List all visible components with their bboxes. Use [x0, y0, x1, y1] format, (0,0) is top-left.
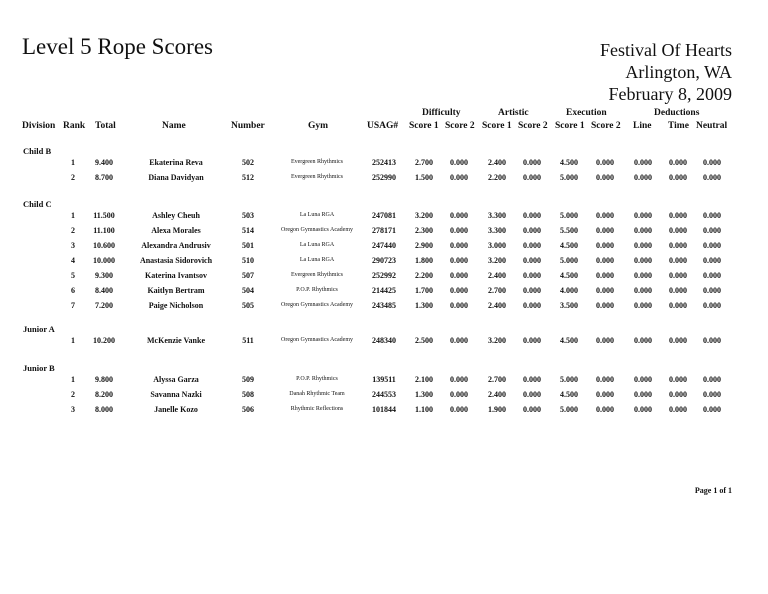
cell-total: 10.000 — [93, 256, 115, 265]
cell-difficulty-score1: 2.900 — [415, 241, 433, 250]
division-label: Child B — [23, 146, 52, 156]
cell-artistic-score2: 0.000 — [523, 301, 541, 310]
col-header-line: Line — [633, 121, 652, 131]
cell-name: Alexandra Andrusiv — [141, 241, 211, 250]
cell-difficulty-score1: 1.300 — [415, 390, 433, 399]
table-row — [0, 256, 768, 270]
cell-line-deduction: 0.000 — [634, 256, 652, 265]
cell-time-deduction: 0.000 — [669, 226, 687, 235]
cell-artistic-score2: 0.000 — [523, 256, 541, 265]
cell-total: 11.500 — [93, 211, 115, 220]
cell-total: 9.800 — [95, 375, 113, 384]
table-row — [0, 173, 768, 187]
cell-neutral-deduction: 0.000 — [703, 226, 721, 235]
cell-time-deduction: 0.000 — [669, 256, 687, 265]
cell-difficulty-score2: 0.000 — [450, 390, 468, 399]
cell-execution-score2: 0.000 — [596, 173, 614, 182]
cell-artistic-score1: 2.400 — [488, 301, 506, 310]
col-header-neutral: Neutral — [696, 121, 728, 131]
cell-rank: 4 — [71, 256, 75, 265]
cell-execution-score2: 0.000 — [596, 271, 614, 280]
cell-artistic-score1: 2.200 — [488, 173, 506, 182]
col-header-time: Time — [668, 121, 689, 131]
cell-difficulty-score2: 0.000 — [450, 286, 468, 295]
cell-rank: 2 — [71, 226, 75, 235]
cell-number: 506 — [242, 405, 254, 414]
cell-usag: 252413 — [372, 158, 396, 167]
table-row — [0, 301, 768, 315]
cell-name: Ekaterina Reva — [149, 158, 203, 167]
col-header-name: Name — [162, 121, 186, 131]
cell-total: 9.400 — [95, 158, 113, 167]
cell-number: 514 — [242, 226, 254, 235]
cell-line-deduction: 0.000 — [634, 375, 652, 384]
cell-neutral-deduction: 0.000 — [703, 405, 721, 414]
cell-artistic-score1: 2.700 — [488, 375, 506, 384]
cell-time-deduction: 0.000 — [669, 301, 687, 310]
cell-rank: 1 — [71, 211, 75, 220]
cell-line-deduction: 0.000 — [634, 158, 652, 167]
cell-number: 503 — [242, 211, 254, 220]
cell-time-deduction: 0.000 — [669, 271, 687, 280]
cell-usag: 214425 — [372, 286, 396, 295]
cell-name: Ashley Cheuh — [152, 211, 200, 220]
cell-neutral-deduction: 0.000 — [703, 211, 721, 220]
cell-artistic-score1: 2.400 — [488, 271, 506, 280]
cell-gym: P.O.P. Rhythmics — [296, 287, 338, 293]
cell-execution-score1: 4.500 — [560, 158, 578, 167]
col-header-division: Division — [22, 121, 56, 131]
cell-rank: 2 — [71, 390, 75, 399]
cell-line-deduction: 0.000 — [634, 390, 652, 399]
cell-usag: 244553 — [372, 390, 396, 399]
cell-artistic-score2: 0.000 — [523, 211, 541, 220]
division-label: Child C — [23, 199, 52, 209]
cell-rank: 3 — [71, 241, 75, 250]
table-row — [0, 336, 768, 350]
cell-execution-score1: 3.500 — [560, 301, 578, 310]
cell-name: Diana Davidyan — [148, 173, 204, 182]
cell-execution-score2: 0.000 — [596, 226, 614, 235]
cell-name: Katerina Ivantsov — [145, 271, 207, 280]
cell-artistic-score1: 3.200 — [488, 336, 506, 345]
cell-execution-score2: 0.000 — [596, 390, 614, 399]
division-label: Junior A — [23, 324, 55, 334]
cell-difficulty-score1: 2.500 — [415, 336, 433, 345]
table-row — [0, 405, 768, 419]
division-label: Junior B — [23, 363, 55, 373]
cell-artistic-score1: 3.000 — [488, 241, 506, 250]
cell-neutral-deduction: 0.000 — [703, 375, 721, 384]
cell-execution-score2: 0.000 — [596, 286, 614, 295]
cell-name: Savanna Nazki — [150, 390, 202, 399]
col-header-total: Total — [95, 121, 116, 131]
cell-total: 11.100 — [93, 226, 115, 235]
cell-gym: P.O.P. Rhythmics — [296, 376, 338, 382]
cell-line-deduction: 0.000 — [634, 286, 652, 295]
cell-usag: 248340 — [372, 336, 396, 345]
cell-total: 9.300 — [95, 271, 113, 280]
cell-neutral-deduction: 0.000 — [703, 301, 721, 310]
cell-name: Anastasia Sidorovich — [139, 256, 213, 265]
cell-artistic-score2: 0.000 — [523, 336, 541, 345]
cell-difficulty-score2: 0.000 — [450, 271, 468, 280]
cell-time-deduction: 0.000 — [669, 405, 687, 414]
cell-usag: 243485 — [372, 301, 396, 310]
cell-usag: 247440 — [372, 241, 396, 250]
cell-difficulty-score1: 2.100 — [415, 375, 433, 384]
cell-number: 510 — [242, 256, 254, 265]
group-header-difficulty: Difficulty — [422, 108, 461, 118]
event-name: Festival Of Hearts — [600, 40, 732, 60]
cell-name: Kaitlyn Bertram — [147, 286, 205, 295]
cell-usag: 290723 — [372, 256, 396, 265]
cell-line-deduction: 0.000 — [634, 241, 652, 250]
cell-number: 507 — [242, 271, 254, 280]
cell-rank: 5 — [71, 271, 75, 280]
cell-difficulty-score2: 0.000 — [450, 241, 468, 250]
cell-gym: Rhythmic Reflections — [290, 406, 344, 412]
cell-total: 10.200 — [93, 336, 115, 345]
cell-usag: 247081 — [372, 211, 396, 220]
event-location: Arlington, WA — [625, 62, 732, 82]
cell-execution-score2: 0.000 — [596, 375, 614, 384]
cell-execution-score2: 0.000 — [596, 256, 614, 265]
cell-artistic-score1: 3.300 — [488, 211, 506, 220]
cell-gym: Evergreen Rhythmics — [290, 174, 344, 180]
cell-number: 511 — [242, 336, 254, 345]
cell-gym: La Luna RGA — [299, 242, 335, 248]
cell-difficulty-score2: 0.000 — [450, 226, 468, 235]
cell-gym: La Luna RGA — [299, 212, 335, 218]
cell-execution-score2: 0.000 — [596, 241, 614, 250]
report-title: Level 5 Rope Scores — [22, 34, 213, 59]
cell-time-deduction: 0.000 — [669, 173, 687, 182]
table-row — [0, 390, 768, 404]
cell-line-deduction: 0.000 — [634, 173, 652, 182]
cell-artistic-score1: 2.400 — [488, 158, 506, 167]
cell-gym: Oregon Gymnastics Academy — [281, 302, 353, 308]
cell-rank: 2 — [71, 173, 75, 182]
cell-artistic-score2: 0.000 — [523, 390, 541, 399]
cell-execution-score1: 5.000 — [560, 173, 578, 182]
cell-name: McKenzie Vanke — [147, 336, 205, 345]
group-header-artistic: Artistic — [498, 108, 529, 118]
cell-time-deduction: 0.000 — [669, 158, 687, 167]
cell-total: 10.600 — [93, 241, 115, 250]
event-date: February 8, 2009 — [608, 84, 732, 104]
table-row — [0, 241, 768, 255]
cell-execution-score1: 4.500 — [560, 271, 578, 280]
cell-execution-score2: 0.000 — [596, 211, 614, 220]
cell-gym: La Luna RGA — [299, 257, 335, 263]
cell-execution-score1: 4.500 — [560, 241, 578, 250]
cell-number: 508 — [242, 390, 254, 399]
cell-difficulty-score2: 0.000 — [450, 158, 468, 167]
cell-difficulty-score1: 1.300 — [415, 301, 433, 310]
table-row — [0, 375, 768, 389]
cell-execution-score1: 5.000 — [560, 405, 578, 414]
cell-number: 501 — [242, 241, 254, 250]
cell-name: Alexa Morales — [151, 226, 201, 235]
cell-difficulty-score1: 3.200 — [415, 211, 433, 220]
cell-difficulty-score2: 0.000 — [450, 256, 468, 265]
cell-artistic-score2: 0.000 — [523, 405, 541, 414]
cell-execution-score2: 0.000 — [596, 336, 614, 345]
cell-usag: 278171 — [372, 226, 396, 235]
table-row — [0, 211, 768, 225]
cell-usag: 252992 — [372, 271, 396, 280]
cell-line-deduction: 0.000 — [634, 405, 652, 414]
cell-execution-score1: 5.000 — [560, 375, 578, 384]
col-header-execution-score2: Score 2 — [591, 121, 621, 131]
cell-execution-score1: 4.500 — [560, 390, 578, 399]
cell-rank: 1 — [71, 158, 75, 167]
cell-difficulty-score1: 2.200 — [415, 271, 433, 280]
cell-gym: Oregon Gymnastics Academy — [281, 227, 353, 233]
cell-number: 502 — [242, 158, 254, 167]
cell-difficulty-score2: 0.000 — [450, 211, 468, 220]
cell-difficulty-score2: 0.000 — [450, 405, 468, 414]
cell-artistic-score1: 2.400 — [488, 390, 506, 399]
cell-usag: 101844 — [372, 405, 396, 414]
group-header-execution: Execution — [566, 108, 607, 118]
cell-line-deduction: 0.000 — [634, 301, 652, 310]
cell-artistic-score1: 3.300 — [488, 226, 506, 235]
col-header-number: Number — [231, 121, 265, 131]
cell-neutral-deduction: 0.000 — [703, 256, 721, 265]
col-header-usag: USAG# — [367, 121, 399, 131]
cell-neutral-deduction: 0.000 — [703, 271, 721, 280]
cell-execution-score2: 0.000 — [596, 158, 614, 167]
cell-neutral-deduction: 0.000 — [703, 241, 721, 250]
cell-execution-score1: 4.000 — [560, 286, 578, 295]
col-header-artistic-score1: Score 1 — [482, 121, 512, 131]
cell-time-deduction: 0.000 — [669, 241, 687, 250]
cell-gym: Danah Rhythmic Team — [289, 391, 345, 397]
col-header-artistic-score2: Score 2 — [518, 121, 548, 131]
cell-difficulty-score1: 1.100 — [415, 405, 433, 414]
cell-difficulty-score1: 1.800 — [415, 256, 433, 265]
cell-total: 7.200 — [95, 301, 113, 310]
cell-difficulty-score1: 1.700 — [415, 286, 433, 295]
cell-line-deduction: 0.000 — [634, 336, 652, 345]
cell-rank: 1 — [71, 336, 75, 345]
cell-neutral-deduction: 0.000 — [703, 286, 721, 295]
cell-total: 8.200 — [95, 390, 113, 399]
col-header-rank: Rank — [63, 121, 86, 131]
cell-time-deduction: 0.000 — [669, 390, 687, 399]
col-header-execution-score1: Score 1 — [555, 121, 585, 131]
col-header-difficulty-score2: Score 2 — [445, 121, 475, 131]
cell-gym: Evergreen Rhythmics — [290, 159, 344, 165]
cell-gym: Evergreen Rhythmics — [290, 272, 344, 278]
cell-neutral-deduction: 0.000 — [703, 158, 721, 167]
cell-difficulty-score1: 2.300 — [415, 226, 433, 235]
cell-artistic-score2: 0.000 — [523, 241, 541, 250]
cell-execution-score2: 0.000 — [596, 405, 614, 414]
cell-total: 8.000 — [95, 405, 113, 414]
cell-difficulty-score2: 0.000 — [450, 301, 468, 310]
cell-artistic-score2: 0.000 — [523, 375, 541, 384]
cell-number: 504 — [242, 286, 254, 295]
cell-artistic-score1: 1.900 — [488, 405, 506, 414]
cell-artistic-score1: 2.700 — [488, 286, 506, 295]
cell-usag: 139511 — [372, 375, 396, 384]
cell-rank: 3 — [71, 405, 75, 414]
cell-difficulty-score1: 1.500 — [415, 173, 433, 182]
cell-time-deduction: 0.000 — [669, 336, 687, 345]
cell-neutral-deduction: 0.000 — [703, 336, 721, 345]
table-row — [0, 271, 768, 285]
cell-artistic-score2: 0.000 — [523, 158, 541, 167]
cell-number: 512 — [242, 173, 254, 182]
cell-artistic-score2: 0.000 — [523, 286, 541, 295]
table-row — [0, 286, 768, 300]
cell-difficulty-score2: 0.000 — [450, 375, 468, 384]
cell-difficulty-score2: 0.000 — [450, 336, 468, 345]
event-info — [600, 39, 732, 105]
cell-usag: 252990 — [372, 173, 396, 182]
cell-name: Alyssa Garza — [153, 375, 199, 384]
page-number: Page 1 of 1 — [694, 486, 732, 495]
cell-neutral-deduction: 0.000 — [703, 173, 721, 182]
cell-line-deduction: 0.000 — [634, 211, 652, 220]
cell-execution-score1: 4.500 — [560, 336, 578, 345]
col-header-difficulty-score1: Score 1 — [409, 121, 439, 131]
cell-execution-score1: 5.000 — [560, 211, 578, 220]
cell-rank: 6 — [71, 286, 75, 295]
cell-total: 8.700 — [95, 173, 113, 182]
cell-execution-score1: 5.000 — [560, 256, 578, 265]
table-row — [0, 158, 768, 172]
cell-number: 505 — [242, 301, 254, 310]
table-row — [0, 226, 768, 240]
cell-time-deduction: 0.000 — [669, 211, 687, 220]
cell-rank: 7 — [71, 301, 75, 310]
cell-name: Janelle Kozo — [154, 405, 198, 414]
cell-line-deduction: 0.000 — [634, 226, 652, 235]
cell-neutral-deduction: 0.000 — [703, 390, 721, 399]
cell-execution-score1: 5.500 — [560, 226, 578, 235]
cell-gym: Oregon Gymnastics Academy — [281, 337, 353, 343]
cell-time-deduction: 0.000 — [669, 286, 687, 295]
cell-number: 509 — [242, 375, 254, 384]
cell-rank: 1 — [71, 375, 75, 384]
cell-time-deduction: 0.000 — [669, 375, 687, 384]
col-header-gym: Gym — [308, 121, 329, 131]
cell-artistic-score2: 0.000 — [523, 226, 541, 235]
cell-artistic-score2: 0.000 — [523, 271, 541, 280]
cell-artistic-score1: 3.200 — [488, 256, 506, 265]
cell-line-deduction: 0.000 — [634, 271, 652, 280]
cell-name: Paige Nicholson — [148, 301, 204, 310]
cell-artistic-score2: 0.000 — [523, 173, 541, 182]
cell-difficulty-score2: 0.000 — [450, 173, 468, 182]
group-header-deductions: Deductions — [654, 108, 700, 118]
cell-difficulty-score1: 2.700 — [415, 158, 433, 167]
cell-execution-score2: 0.000 — [596, 301, 614, 310]
cell-total: 8.400 — [95, 286, 113, 295]
